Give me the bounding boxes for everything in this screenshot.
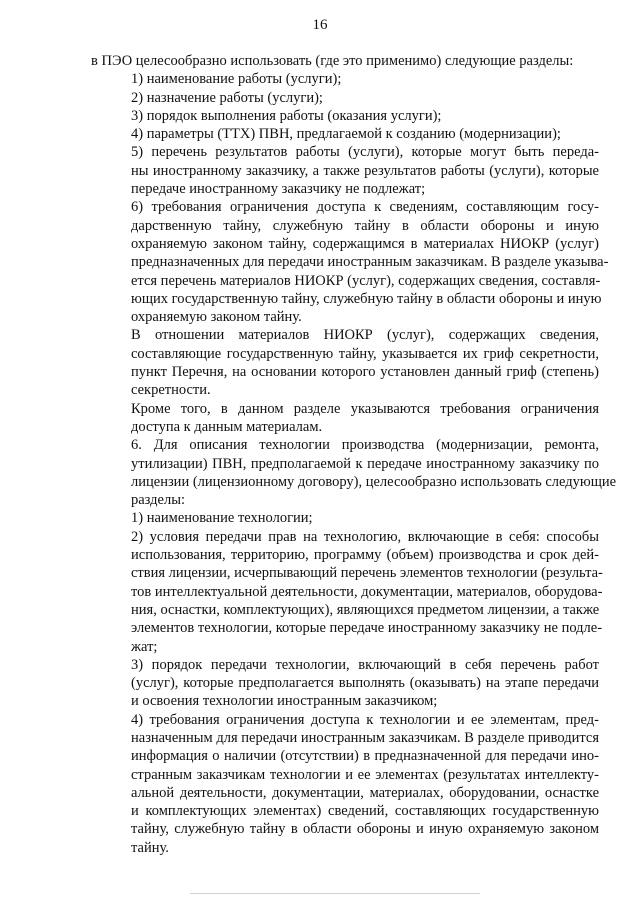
text-line: 6. Для описания технологии производства (модернизации, ремонта, bbox=[131, 437, 599, 454]
text-line: тайну, служебную тайну в области обороны и иную охраняемую законом bbox=[131, 821, 599, 838]
text-line: лицензии (лицензионному договору), целесообразно использовать следующие bbox=[131, 473, 617, 490]
paragraph bbox=[91, 656, 599, 711]
paragraph bbox=[91, 711, 599, 857]
text-line: тайну. bbox=[131, 839, 169, 856]
paragraph bbox=[91, 52, 599, 70]
text-line: передаче иностранному заказчику не подлежат; bbox=[131, 181, 426, 198]
text-line: и освоения технологии иностранным заказчиком; bbox=[131, 693, 438, 710]
paragraph bbox=[91, 107, 599, 125]
text-line: в ПЭО целесообразно использовать (где это применимо) следующие разделы: bbox=[91, 53, 574, 69]
text-line: 2) условия передачи прав на технологию, включающие в себя: способы bbox=[131, 528, 599, 545]
paragraph bbox=[91, 198, 609, 326]
text-line: ется перечень материалов НИОКР (услуг), содержащих сведения, составля- bbox=[131, 272, 601, 289]
text-line: тов интеллектуальной деятельности, документации, материалов, оборудова- bbox=[131, 583, 603, 600]
text-line: 3) порядок передачи технологии, включающий в себя перечень работ bbox=[131, 656, 599, 673]
text-line: ния, оснастки, комплектующих), являющихся предметом лицензии, а также bbox=[131, 601, 600, 618]
text-line: альной деятельности, документации, материалах, оборудовании, оснастке bbox=[131, 784, 599, 801]
paragraph bbox=[91, 509, 599, 527]
text-line: (услуг), которые предполагается выполнять (оказывать) на этапе передачи bbox=[131, 675, 599, 692]
text-line: назначенным для передачи иностранным заказчикам. В разделе приводится bbox=[131, 729, 599, 746]
text-line: 1) наименование технологии; bbox=[131, 510, 313, 527]
text-line: жат; bbox=[131, 638, 158, 655]
paragraph bbox=[91, 70, 599, 88]
text-line: 4) параметры (ТТХ) ПВН, предлагаемой к созданию (модернизации); bbox=[131, 126, 561, 143]
paragraph bbox=[91, 89, 599, 107]
paragraph bbox=[91, 143, 599, 198]
paragraph bbox=[91, 326, 599, 399]
paragraph bbox=[91, 125, 599, 143]
text-line: ющих государственную тайну, служебную тайну в области обороны и иную bbox=[131, 290, 602, 307]
text-line: 4) требования ограничения доступа к технологии и ее элементам, пред- bbox=[131, 711, 599, 728]
text-line: предназначенных для передачи иностранным заказчикам. В разделе указыва- bbox=[131, 254, 609, 271]
text-line: ны иностранному заказчику, а также результатов работы (услуги), которые bbox=[131, 162, 599, 179]
text-line: дарственную тайну, служебную тайну в области обороны и иную bbox=[131, 217, 599, 234]
text-line: использования, территорию, программу (объем) производства и срок дей- bbox=[131, 547, 599, 564]
text-line: информация о наличии (отсутствии) в предназначенной для передачи ино- bbox=[131, 748, 599, 765]
text-line: 3) порядок выполнения работы (оказания услуги); bbox=[131, 107, 442, 124]
text-line: охраняемую законом тайну, содержащимся в материалах НИОКР (услуг) bbox=[131, 235, 599, 252]
text-line: утилизации) ПВН, предполагаемой к передаче иностранному заказчику по bbox=[131, 455, 599, 472]
text-line: секретности. bbox=[131, 382, 211, 399]
text-line: ствия лицензии, исчерпывающий перечень элементов технологии (результа- bbox=[131, 565, 603, 582]
text-line: элементов технологии, которые передаче иностранному заказчику не подле- bbox=[131, 620, 603, 637]
text-line: Кроме того, в данном разделе указываются требования ограничения bbox=[131, 400, 599, 417]
text-line: 2) назначение работы (услуги); bbox=[131, 89, 323, 106]
text-line: 6) требования ограничения доступа к сведениям, составляющим госу- bbox=[131, 199, 599, 216]
document-body bbox=[91, 52, 617, 857]
text-line: разделы: bbox=[131, 492, 185, 509]
paragraph bbox=[91, 436, 617, 509]
text-line: 1) наименование работы (услуги); bbox=[131, 71, 342, 88]
text-line: составляющие государственную тайну, указывается их гриф секретности, bbox=[131, 345, 599, 362]
text-line: пункт Перечня, на основании которого установлен данный гриф (степень) bbox=[131, 364, 599, 381]
text-line: доступа к данным материалам. bbox=[131, 418, 323, 435]
text-line: В отношении материалов НИОКР (услуг), содержащих сведения, bbox=[131, 327, 599, 344]
text-line: странным заказчикам технологии и ее элементах (результатах интеллекту- bbox=[131, 766, 599, 783]
text-line: охраняемую законом тайну. bbox=[131, 309, 302, 326]
page-number: 16 bbox=[312, 17, 328, 33]
text-line: и комплектующих элементах) сведений, составляющих государственную bbox=[131, 803, 599, 820]
paragraph bbox=[91, 528, 603, 656]
paragraph bbox=[91, 400, 599, 437]
text-line: 5) перечень результатов работы (услуги), которые могут быть переда- bbox=[131, 144, 599, 161]
bottom-divider bbox=[190, 893, 480, 894]
